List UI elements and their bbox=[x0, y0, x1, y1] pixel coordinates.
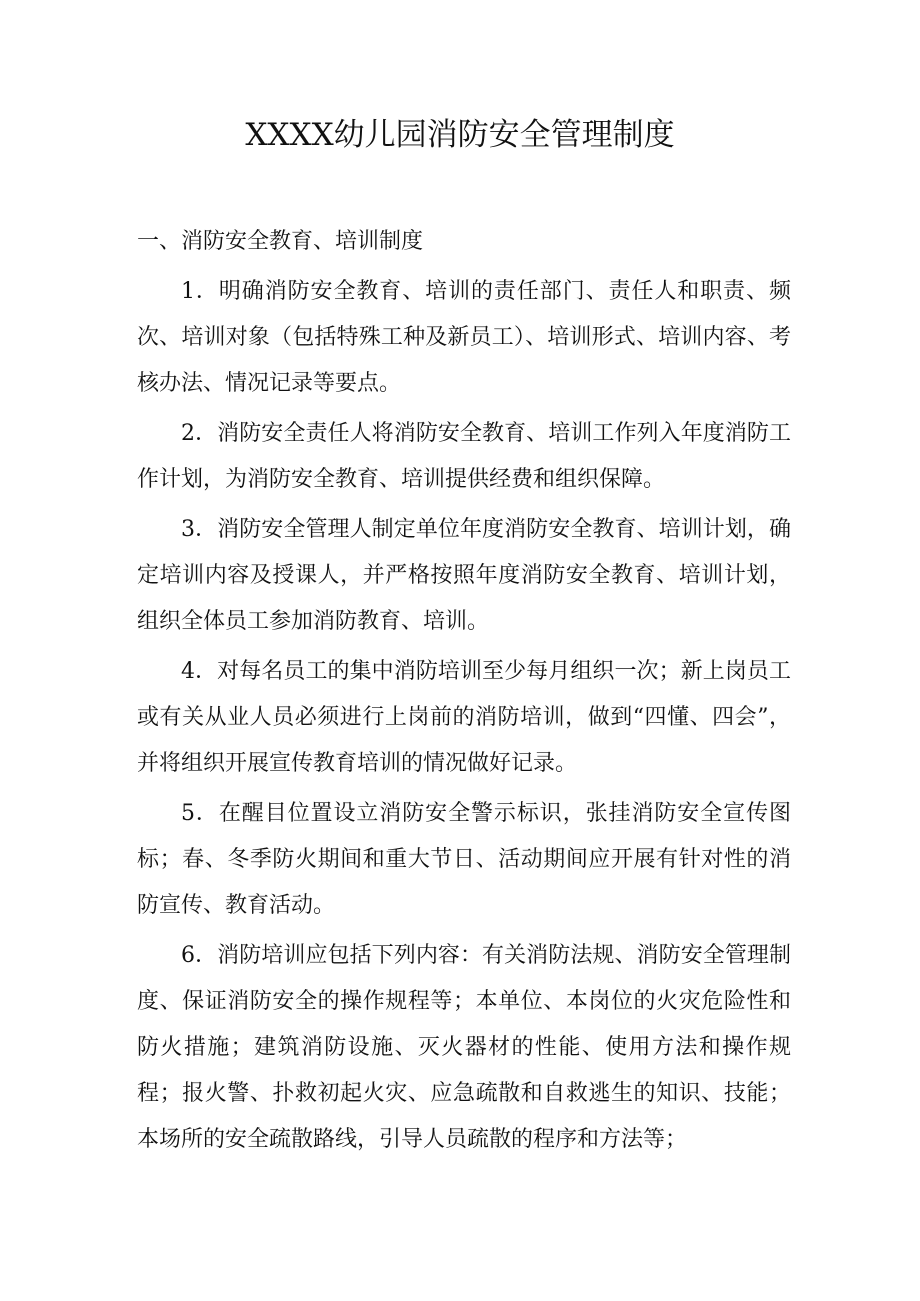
paragraph-6: 6．消防培训应包括下列内容：有关消防法规、消防安全管理制度、保证消防安全的操作规程等；本单位、本岗位的火灾危险性和防火措施；建筑消防设施、灭火器材的性能、使用方法和操作规程；报火警、扑救初起火灾、应急疏散和自救逃生的知识、技能；本场所的安全疏散路线，引导人员疏散的程序和方法等； bbox=[137, 943, 791, 1152]
document-body bbox=[137, 219, 791, 1163]
paragraph-5: 5．在醒目位置设立消防安全警示标识，张挂消防安全宣传图标；春、冬季防火期间和重大节日、活动期间应开展有针对性的消防宣传、教育活动。 bbox=[137, 801, 791, 918]
document-title: XXXX幼儿园消防安全管理制度 bbox=[245, 117, 675, 153]
paragraph-4: 4．对每名员工的集中消防培训至少每月组织一次；新上岗员工或有关从业人员必须进行上岗前的消防培训，做到“四懂、四会”，并将组织开展宣传教育培训的情况做好记录。 bbox=[137, 659, 791, 776]
section-heading: 一、消防安全教育、培训制度 bbox=[137, 229, 424, 254]
paragraph-3: 3．消防安全管理人制定单位年度消防安全教育、培训计划，确定培训内容及授课人，并严格按照年度消防安全教育、培训计划，组织全体员工参加消防教育、培训。 bbox=[137, 517, 791, 634]
paragraph-1: 1．明确消防安全教育、培训的责任部门、责任人和职责、频次、培训对象（包括特殊工种及新员工）、培训形式、培训内容、考核办法、情况记录等要点。 bbox=[137, 279, 791, 396]
paragraph-2: 2．消防安全责任人将消防安全教育、培训工作列入年度消防工作计划，为消防安全教育、培训提供经费和组织保障。 bbox=[137, 421, 791, 492]
